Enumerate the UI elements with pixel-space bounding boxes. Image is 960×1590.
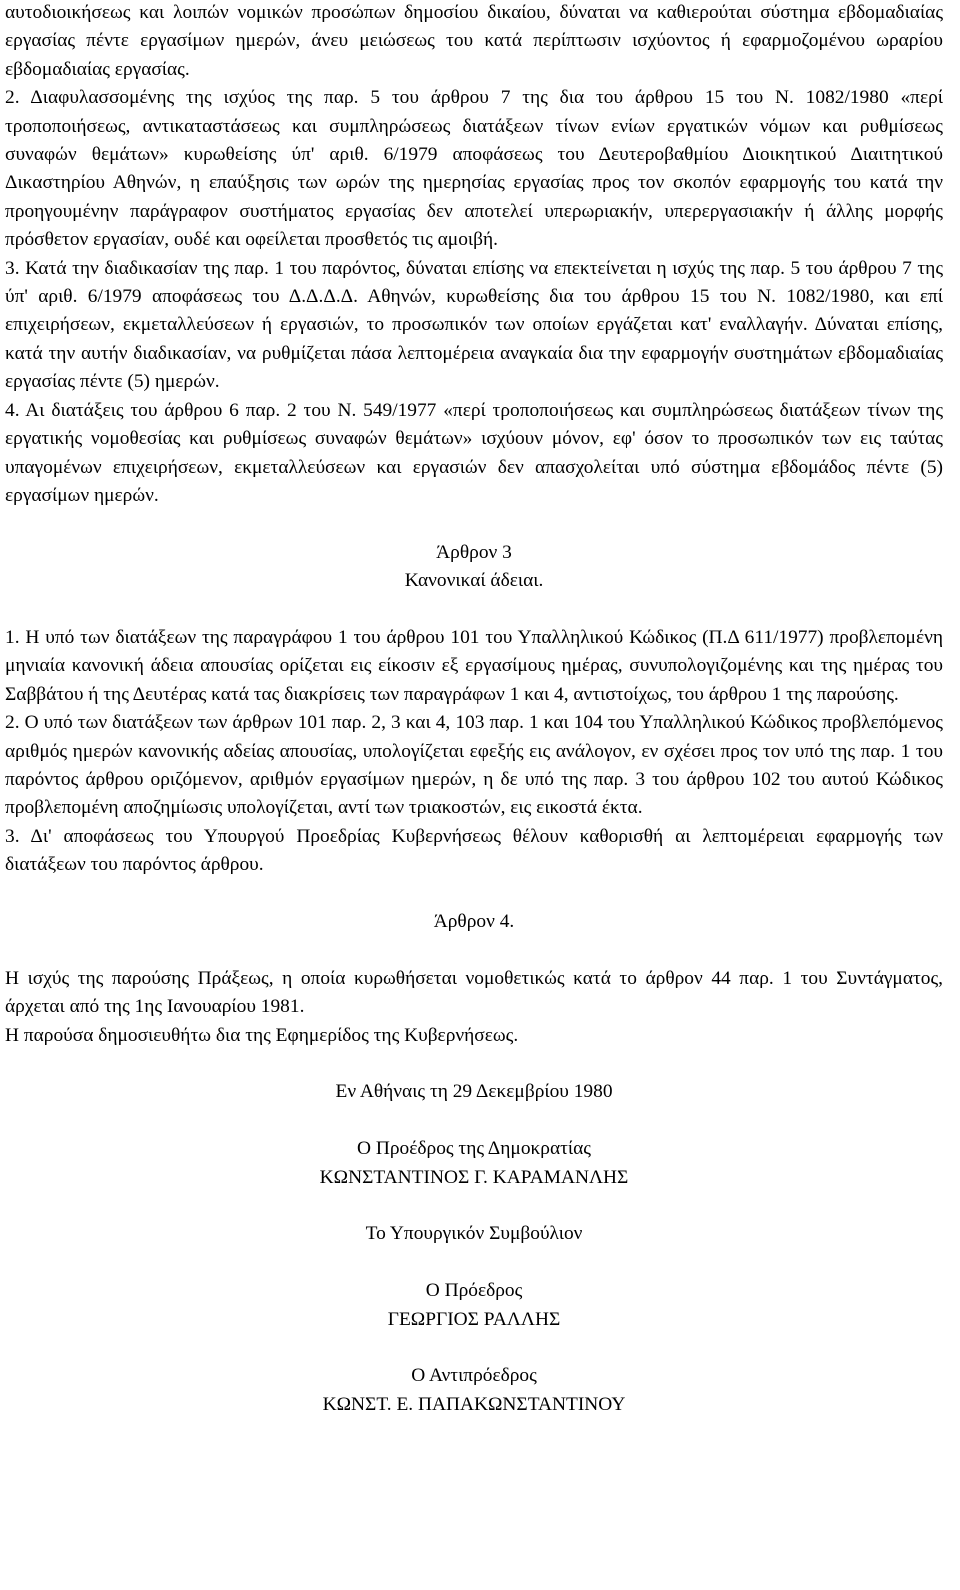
article-3-paragraph-2: 2. Ο υπό των διατάξεων των άρθρων 101 παρ. 2, 3 και 4, 103 παρ. 1 και 104 του Υπαλληλικού Κώδικος προβλεπόμενος αριθμός ημερών κανονικής αδείας απουσίας, υπολογίζεται εφεξής εις ανάλογον, εν σχέσει προς τον υπό της παρ. 1 του παρόντος άρθρου οριζόμενον, αριθμόν εργασίμων ημερών, η δε υπό της παρ. 3 του άρθρου 102 του αυτού Κώδικος προβλεπομένη αποζημίωσις υπολογίζεται, αντί των τριακοστών, εις εικοστά έκτα. xyxy=(5,712,943,819)
spacer xyxy=(5,1334,943,1362)
article-3-paragraph-3: 3. Δι' αποφάσεως του Υπουργού Προεδρίας Κυβερνήσεως θέλουν καθορισθή αι λεπτομέρειαι εφαρμογής των διατάξεων του παρόντος άρθρου. xyxy=(5,825,943,876)
paragraph-3: 3. Κατά την διαδικασίαν της παρ. 1 του παρόντος, δύναται επίσης να επεκτείνεται η ισχύς της παρ. 5 του άρθρου 7 της ύπ' αριθ. 6/1979 αποφάσεως του Δ.Δ.Δ.Δ. Αθηνών, κυρωθείσης δια του άρθρου 15 του Ν. 1082/1980, και επί επιχειρήσεων, εκμεταλλεύσεων ή εργασιών, το προσωπικόν των οποίων εργάζεται κατ' εναλλαγήν. Δύναται επίσης, κατά την αυτήν διαδικασίαν, να ρυθμίζεται πάσα λεπτομέρεια αναγκαία δια την εφαρμογήν συστημάτων εβδομαδιαίας εργασίας πέντε (5) ημερών. xyxy=(5,257,943,393)
spacer xyxy=(5,596,943,624)
president-title: Ο Προέδρος της Δημοκρατίας xyxy=(357,1138,591,1160)
vice-title: Ο Αντιπρόεδρος xyxy=(411,1365,537,1387)
paragraph-2: 2. Διαφυλασσομένης της ισχύος της παρ. 5 του άρθρου 7 της δια του άρθρου 15 του Ν. 1082/1980 «περί τροποποιήσεως, αντικαταστάσεως και συμπληρώσεως διατάξεων τίνων ενίων εργατικών νόμων και ρυθμίσεως συναφών θεμάτων» κυρωθείσης ύπ' αριθ. 6/1979 αποφάσεως του Δευτεροβαθμίου Διοικητικού Διαιτητικού Δικαστηρίου Αθηνών, η επαύξησις των ωρών της ημερησίας εργασίας προς τον σκοπόν εφαρμογής του κατά την προηγουμένην παράγραφον συστήματος εργασίας δεν αποτελεί υπερωριακήν, υπερεργασιακήν ή άλλης μορφής πρόσθετον εργασίαν, ουδέ και οφείλεται προσθετός τις αμοιβή. xyxy=(5,87,943,251)
spacer xyxy=(5,936,943,964)
paragraph-4: 4. Αι διατάξεις του άρθρου 6 παρ. 2 του Ν. 549/1977 «περί τροποποιήσεως και συμπληρώσεως διατάξεων τίνων της εργατικής νομοθεσίας και ρυθμίσεως συναφών θεμάτων» ισχύουν μόνον, εφ' όσον το προσωπικόν των εις ταύτας υπαγομένων επιχειρήσεων, εκμεταλλεύσεων και εργασιών δεν απασχολείται υπό σύστημα εβδομάδος πέντε (5) εργασίμων ημερών. xyxy=(5,399,943,506)
article-3-subheading: Κανονικαί άδειαι. xyxy=(404,570,544,592)
vice-name: ΚΩΝΣΤ. Ε. ΠΑΠΑΚΩΝΣΤΑΝΤΙΝΟΥ xyxy=(322,1393,626,1415)
article-3-paragraph-1: 1. Η υπό των διατάξεων της παραγράφου 1 του άρθρου 101 του Υπαλληλικού Κώδικος (Π.Δ 611/1977) προβλεπομένη μηνιαία κανονική άδεια απουσίας ορίζεται εις είκοσιν εξ εργασίμους ημέρας, συνυπολογιζομένης και της ημέρας του Σαββάτου ή της Δευτέρας κατά τας διακρίσεις των παραγράφων 1 και 4, αντιστοίχως, του άρθρου 1 της παρούσης. xyxy=(5,626,943,705)
spacer xyxy=(5,1192,943,1220)
paragraph-intro: αυτοδιοικήσεως και λοιπών νομικών προσώπων δημοσίου δικαίου, δύναται να καθιερούται σύστημα εβδομαδιαίας εργασίας πέντε εργασίμων ημερών, άνευ μειώσεως του κατά περίπτωσιν ισχύοντος ή εφαρμοζομένου ωραρίου εβδομαδιαίας εργασίας. xyxy=(5,2,943,80)
spacer xyxy=(5,1249,943,1277)
spacer xyxy=(5,880,943,908)
president-name: ΚΩΝΣΤΑΝΤΙΝΟΣ Γ. ΚΑΡΑΜΑΝΛΗΣ xyxy=(319,1166,629,1188)
chair-name: ΓΕΩΡΓΙΟΣ ΡΑΛΛΗΣ xyxy=(387,1308,561,1330)
date-line: Εν Αθήναις τη 29 Δεκεμβρίου 1980 xyxy=(335,1081,613,1103)
article-4-paragraph-2: Η παρούσα δημοσιευθήτω δια της Εφημερίδος της Κυβερνήσεως. xyxy=(5,1024,519,1046)
article-3-heading: Άρθρον 3 xyxy=(436,541,512,563)
spacer xyxy=(5,1107,943,1135)
spacer xyxy=(5,510,943,538)
document-page xyxy=(5,0,943,1419)
spacer xyxy=(5,1050,943,1078)
council-title: Το Υπουργικόν Συμβούλιον xyxy=(365,1223,583,1245)
article-4-heading: Άρθρον 4. xyxy=(433,910,515,932)
article-4-paragraph-1: Η ισχύς της παρούσης Πράξεως, η οποία κυρωθήσεται νομοθετικώς κατά το άρθρον 44 παρ. 1 του Συντάγματος, άρχεται από της 1ης Ιανουαρίου 1981. xyxy=(5,967,943,1018)
chair-title: Ο Πρόεδρος xyxy=(425,1280,523,1302)
